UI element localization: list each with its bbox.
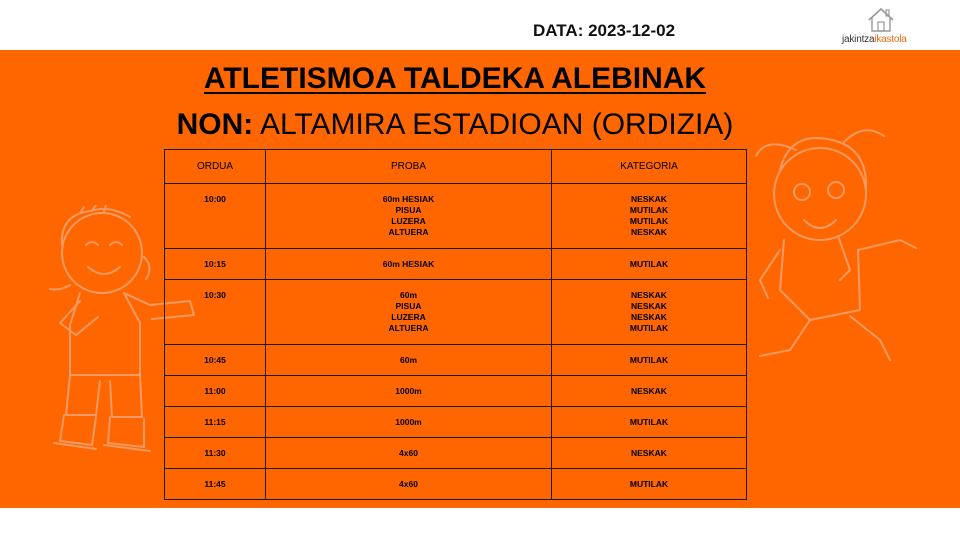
column-header-category: KATEGORIA [552,150,747,184]
cell-time: 11:00 [165,376,266,407]
date-label: DATA: [533,21,584,40]
category-item: NESKAK [631,227,667,237]
bottom-strip [0,508,960,540]
category-item: NESKAK [631,312,667,322]
category-item: MUTILAK [629,355,669,365]
table-row [165,407,747,438]
category-item: NESKAK [631,386,667,396]
cell-events [266,469,552,500]
column-header-time: ORDUA [165,150,266,184]
event-item: 60m [399,290,417,300]
cell-categories [552,407,747,438]
category-item: MUTILAK [629,479,669,489]
category-item: MUTILAK [629,205,669,215]
cell-time: 11:45 [165,469,266,500]
column-header-event: PROBA [266,150,552,184]
event-item: 4x60 [399,479,418,489]
cell-time: 11:30 [165,438,266,469]
girl-running-cartoon-icon [740,120,950,370]
school-logo [838,6,930,46]
date-line [533,21,675,41]
category-item: MUTILAK [629,417,669,427]
cell-time: 10:15 [165,249,266,280]
event-item: LUZERA [391,312,426,322]
cell-events [266,376,552,407]
category-item: MUTILAK [629,323,669,333]
house-icon [866,6,896,34]
category-item: MUTILAK [629,259,669,269]
table-header-row [165,150,747,184]
table-row [165,376,747,407]
event-item: ALTUERA [388,323,429,333]
cell-events [266,280,552,345]
location-value: ALTAMIRA ESTADIOAN (ORDIZIA) [259,108,734,141]
cell-events [266,249,552,280]
cell-categories [552,345,747,376]
header-bar [0,0,960,50]
table-row [165,280,747,345]
event-item: 4x60 [399,448,418,458]
page-title: ATLETISMOA TALDEKA ALEBINAK [203,62,707,95]
event-item: 60m HESIAK [382,194,435,204]
cell-events [266,438,552,469]
event-item: PISUA [395,301,422,311]
event-item: 1000m [395,417,422,427]
schedule-table [164,149,747,500]
cell-categories [552,469,747,500]
date-value: 2023-12-02 [588,21,676,40]
table-row [165,249,747,280]
table-row [165,469,747,500]
category-item: MUTILAK [629,216,669,226]
event-item: 60m HESIAK [382,259,435,269]
cell-categories [552,249,747,280]
cell-events [266,184,552,249]
event-item: 1000m [395,386,422,396]
event-item: PISUA [395,205,422,215]
category-item: NESKAK [631,290,667,300]
table-row [165,345,747,376]
event-item: 60m [399,355,417,365]
table-row [165,438,747,469]
cell-categories [552,280,747,345]
category-item: NESKAK [631,448,667,458]
category-item: NESKAK [631,194,667,204]
cell-time: 11:15 [165,407,266,438]
cell-time: 10:45 [165,345,266,376]
logo-text [842,34,907,45]
cell-categories [552,184,747,249]
logo-text-b: ikastola [874,34,907,45]
category-item: NESKAK [631,301,667,311]
cell-time: 10:00 [165,184,266,249]
cell-categories [552,376,747,407]
location-label: NON: [176,108,254,141]
page-subtitle [0,108,910,142]
logo-text-a: jakintza [842,34,875,45]
table-row [165,184,747,249]
cell-events [266,345,552,376]
cell-time: 10:30 [165,280,266,345]
event-item: ALTUERA [388,227,429,237]
schedule-body [165,184,747,500]
cell-categories [552,438,747,469]
event-item: LUZERA [391,216,426,226]
cell-events [266,407,552,438]
